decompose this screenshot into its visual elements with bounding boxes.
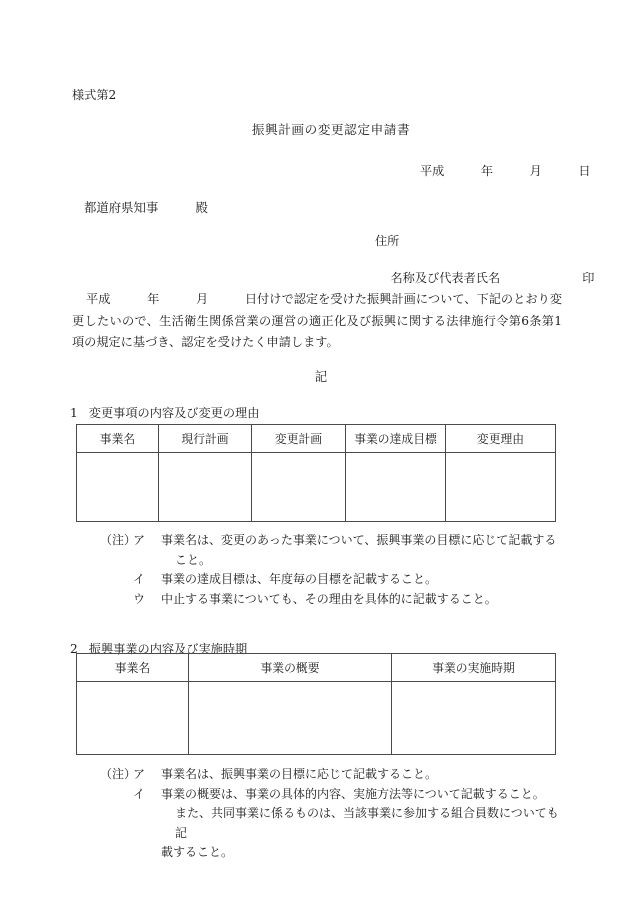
section-2-number: 2	[70, 642, 78, 656]
column-header-current-plan: 現行計画	[159, 425, 252, 453]
seal-mark: 印	[582, 271, 595, 285]
table-cell-business-name[interactable]	[77, 453, 159, 522]
note-line: 載すること。	[161, 845, 234, 859]
section-1-heading	[70, 404, 259, 421]
note-item	[100, 765, 570, 785]
section-1-number: 1	[70, 406, 78, 420]
note-line: また、共同事業に係るものは、当該事業に参加する組合員数についても記	[175, 806, 559, 840]
note-line: 事業名は、変更のあった事業について、振興事業の目標に応じて記載する	[161, 533, 557, 547]
note-line: 事業の概要は、事業の具体的内容、実施方法等について記載すること。	[161, 786, 545, 801]
note-text	[161, 785, 570, 863]
column-header-implementation-period: 事業の実施時期	[392, 654, 556, 682]
note-marker: ウ	[133, 591, 146, 606]
note-text: 事業の達成目標は、年度毎の目標を記載すること。	[161, 572, 438, 586]
note-item	[100, 531, 570, 570]
table-cell-business-outline[interactable]	[189, 682, 392, 755]
recipient-line: 都道府県知事 殿	[84, 200, 208, 215]
table-cell-current-plan[interactable]	[159, 453, 252, 522]
projects-table	[76, 653, 556, 755]
note-item	[100, 590, 570, 610]
notes-label: （注）	[100, 767, 137, 781]
table-row	[77, 682, 556, 755]
note-marker: ア	[133, 533, 146, 547]
section-1-title: 変更事項の内容及び変更の理由	[88, 406, 260, 420]
note-marker: ア	[133, 767, 146, 781]
column-header-business-outline: 事業の概要	[189, 654, 392, 682]
note-text	[161, 531, 570, 570]
applicant-address-label: 住所	[375, 234, 400, 248]
note-item	[100, 570, 570, 590]
table-header-row	[77, 654, 556, 682]
note-text: 中止する事業についても、その理由を具体的に記載すること。	[161, 591, 497, 606]
table-cell-achievement-target[interactable]	[346, 453, 446, 522]
ki-mark: 記	[314, 369, 328, 384]
table-header-row	[77, 425, 556, 453]
note-line: こと。	[175, 552, 212, 567]
table-cell-implementation-period[interactable]	[392, 682, 556, 755]
note-text: 事業名は、振興事業の目標に応じて記載すること。	[161, 767, 438, 781]
section-1-notes	[100, 531, 570, 609]
table-cell-business-name[interactable]	[77, 682, 189, 755]
applicant-name-label: 名称及び代表者氏名	[390, 271, 501, 285]
note-marker: イ	[133, 572, 146, 586]
document-title: 振興計画の変更認定申請書	[251, 122, 411, 137]
column-header-changed-plan: 変更計画	[252, 425, 346, 453]
changes-table	[76, 424, 556, 522]
section-2-title: 振興事業の内容及び実施時期	[88, 642, 248, 656]
column-header-change-reason: 変更理由	[446, 425, 556, 453]
note-item	[100, 785, 570, 863]
form-number: 様式第2	[72, 88, 117, 102]
column-header-business-name: 事業名	[77, 425, 159, 453]
table-cell-changed-plan[interactable]	[252, 453, 346, 522]
column-header-business-name: 事業名	[77, 654, 189, 682]
column-header-achievement-target: 事業の達成目標	[346, 425, 446, 453]
note-marker: イ	[133, 786, 146, 801]
section-2-notes	[100, 765, 570, 863]
date-line: 平成 年 月 日	[420, 164, 591, 178]
intro-paragraph: 平成 年 月 日付けで認定を受けた振興計画について、下記のとおり変更したいので、生活衛生関係営業の運営の適正化及び振興に関する法律施行令第6条第1項の規定に基づき、認定を受けたく申請します。	[72, 292, 562, 349]
table-cell-change-reason[interactable]	[446, 453, 556, 522]
notes-label: （注）	[100, 533, 137, 547]
table-row	[77, 453, 556, 522]
